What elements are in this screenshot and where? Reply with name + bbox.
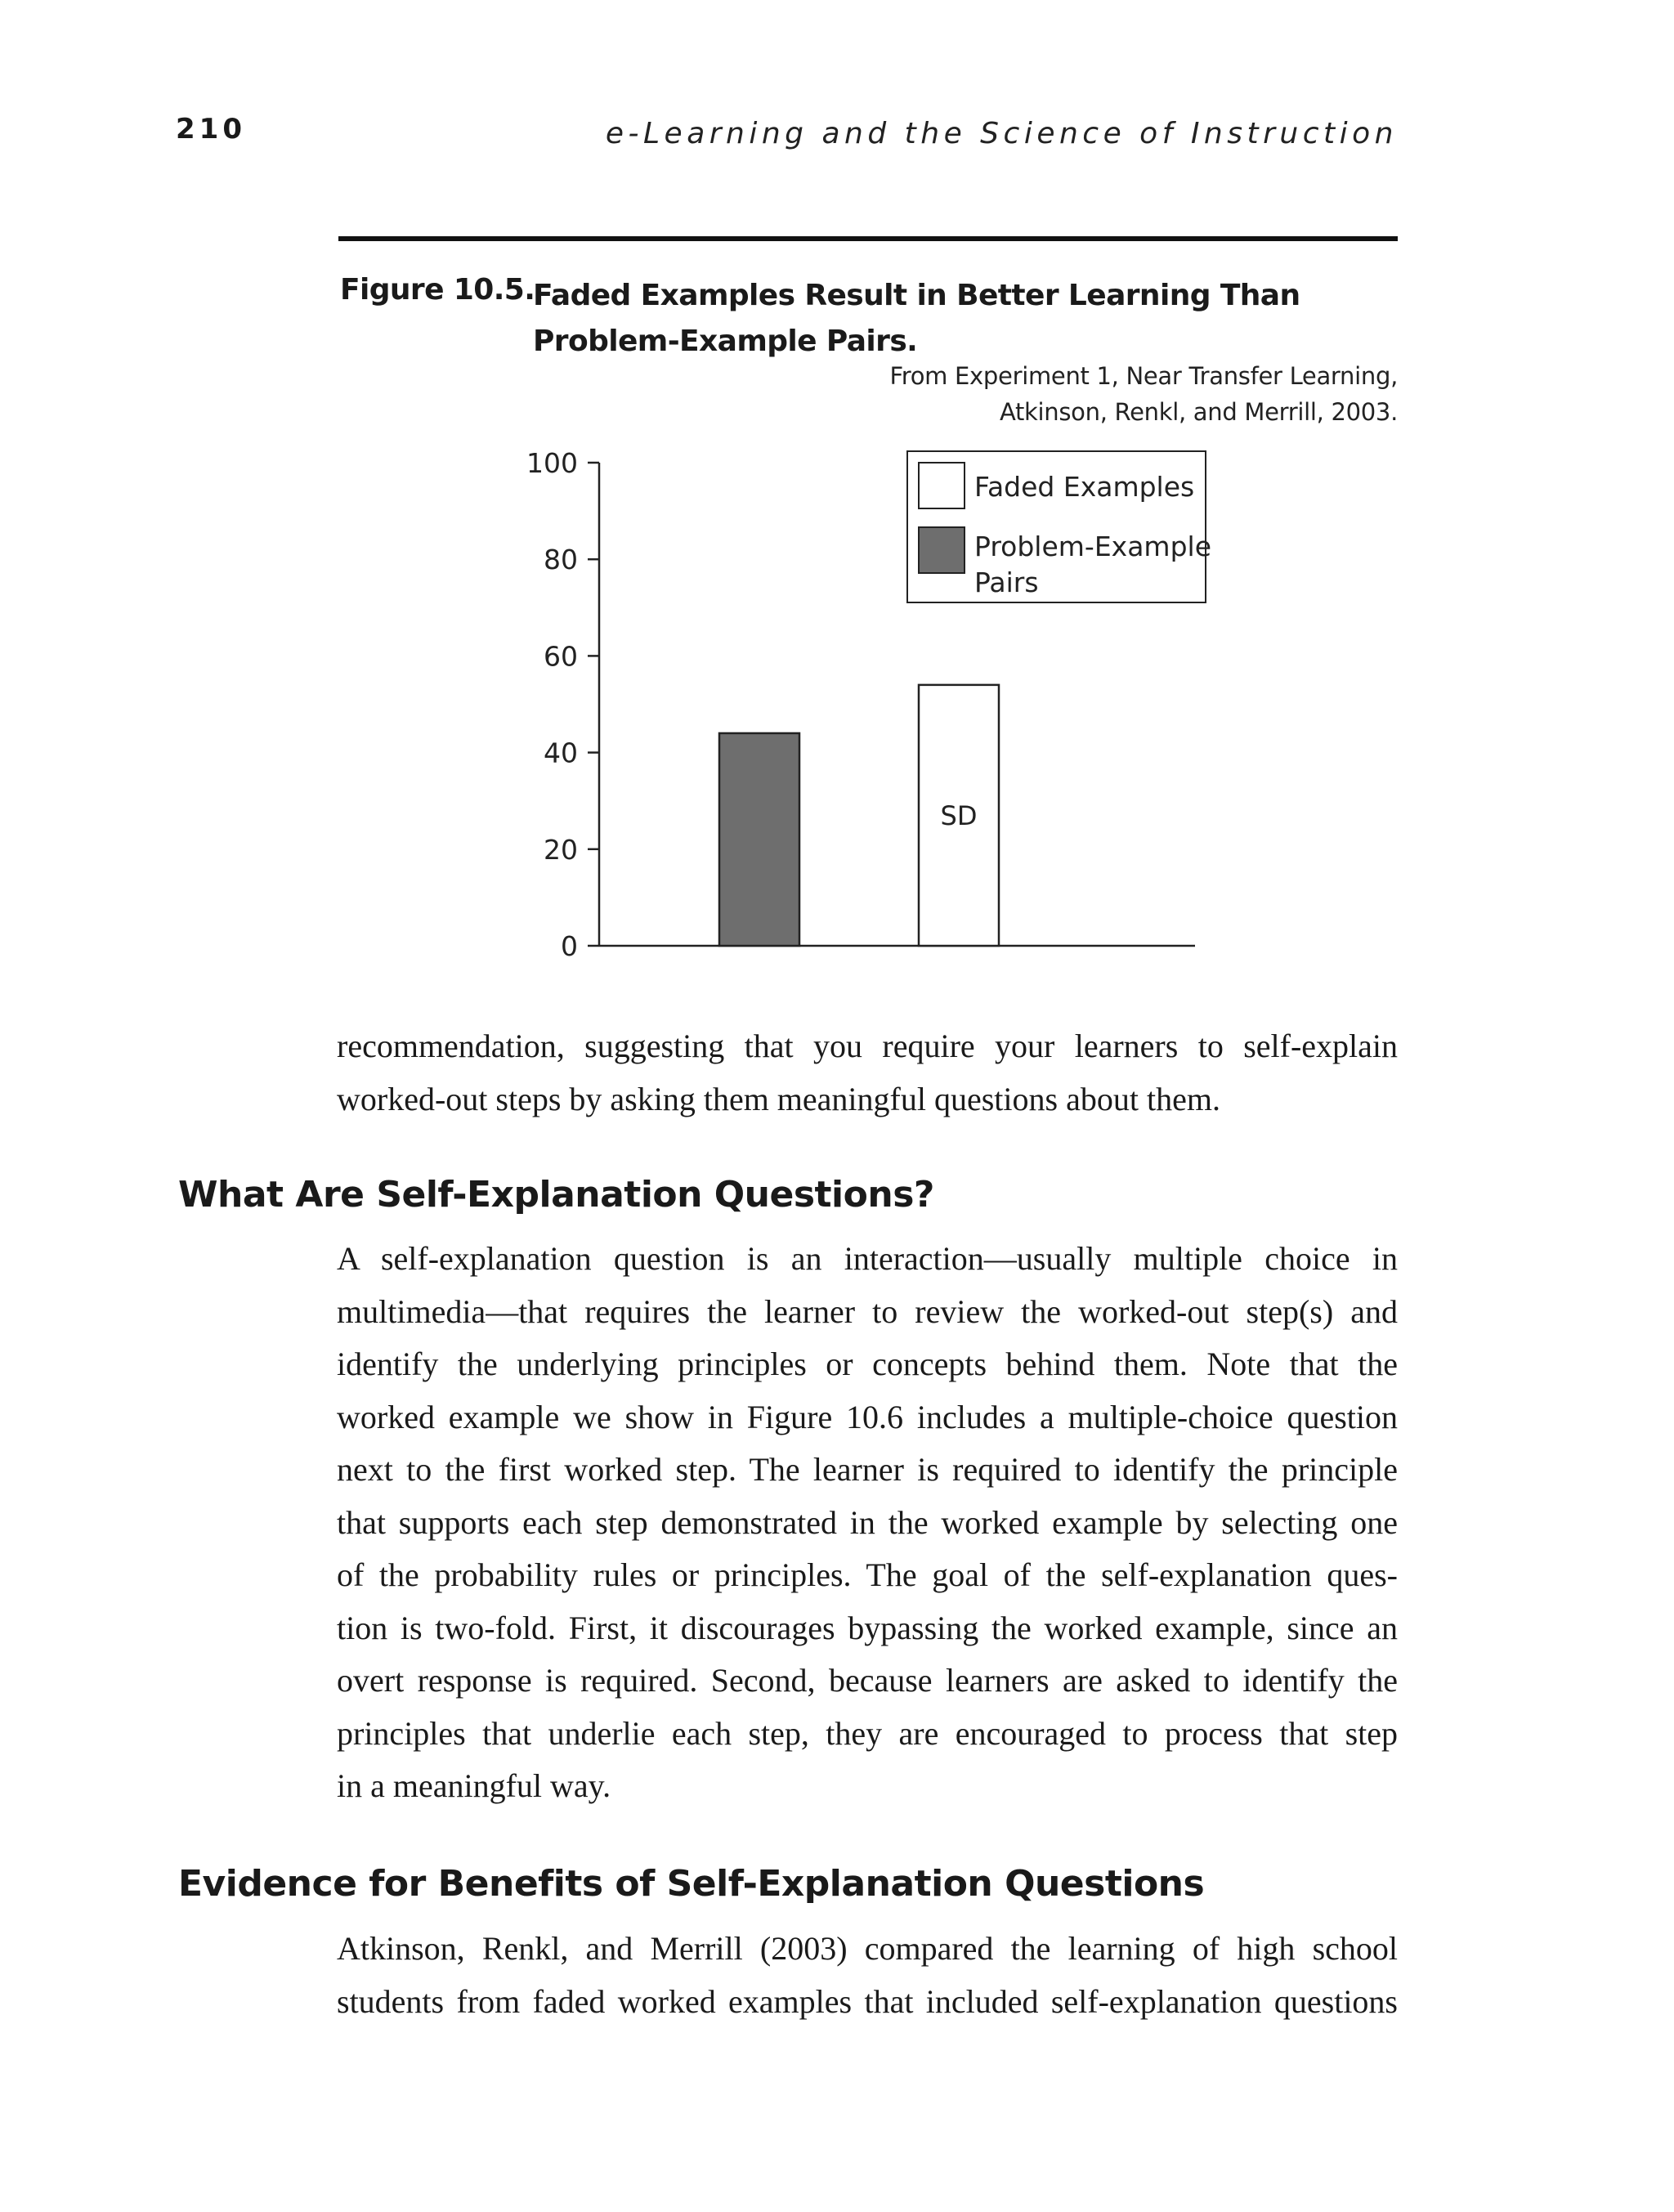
running-head: e-Learning and the Science of Instruction [605, 117, 1398, 150]
chart-bars [719, 685, 999, 946]
text-line: of the probability rules or principles. The goal of the self-explanation ques- [337, 1556, 1398, 1593]
bar-chart [0, 0, 1674, 1022]
text-line: that supports each step demonstrated in the worked example by selecting one [337, 1503, 1398, 1541]
y-tick-label: 40 [544, 737, 578, 769]
text-line: next to the first worked step. The learner is required to identify the principle [337, 1451, 1398, 1488]
intro-paragraph [337, 1020, 1398, 1126]
text-line: Atkinson, Renkl, and Merrill (2003) compared the learning of high school [337, 1930, 1398, 1967]
figure-source-line-2: Atkinson, Renkl, and Merrill, 2003. [999, 398, 1398, 426]
section-heading-evidence: Evidence for Benefits of Self-Explanation Questions [178, 1863, 1205, 1905]
bar-problem-example-pairs [719, 733, 799, 946]
text-line: in a meaningful way. [337, 1767, 611, 1804]
y-tick-label: 80 [544, 544, 578, 576]
text-line: multimedia—that requires the learner to review the worked-out step(s) and [337, 1292, 1398, 1330]
y-tick-label: 100 [526, 447, 578, 479]
chart-legend [907, 451, 1211, 602]
text-line: overt response is required. Second, because learners are asked to identify the [337, 1662, 1398, 1699]
text-line: worked-out steps by asking them meaningful questions about them. [337, 1080, 1220, 1117]
text-line: worked example we show in Figure 10.6 includes a multiple-choice question [337, 1398, 1398, 1435]
legend-label-problem-example: Problem-Example Pairs [974, 531, 1211, 598]
section-2-paragraph [337, 1923, 1398, 2028]
figure-source-line-1: From Experiment 1, Near Transfer Learning, [889, 362, 1398, 390]
figure-label: Figure 10.5. [340, 273, 535, 307]
y-tick-label: 60 [544, 640, 578, 673]
legend-swatch-faded [919, 463, 965, 508]
section-1-paragraph [337, 1233, 1398, 1813]
legend-swatch-problem-example [919, 527, 965, 573]
text-line: tion is two-fold. First, it discourages bypassing the worked example, since an [337, 1609, 1398, 1646]
text-line: identify the underlying principles or concepts behind them. Note that the [337, 1346, 1398, 1382]
chart-y-ticks [526, 447, 599, 962]
figure-title: Faded Examples Result in Better Learning Than Problem-Example Pairs. [533, 279, 1300, 358]
text-line: recommendation, suggesting that you require your learners to self-explain [337, 1028, 1398, 1064]
text-line: students from faded worked examples that included self-explanation questions [337, 1982, 1398, 2020]
text-line: principles that underlie each step, they are encouraged to process that step [337, 1714, 1398, 1752]
page-number: 210 [176, 113, 246, 146]
legend-label-faded: Faded Examples [974, 471, 1195, 503]
section-heading-self-explanation: What Are Self-Explanation Questions? [178, 1174, 934, 1216]
text-line: A self-explanation question is an interaction—usually multiple choice in [337, 1240, 1398, 1277]
y-tick-label: 0 [561, 930, 578, 962]
bar-annotation-sd: SD [940, 800, 978, 831]
y-tick-label: 20 [544, 833, 578, 866]
